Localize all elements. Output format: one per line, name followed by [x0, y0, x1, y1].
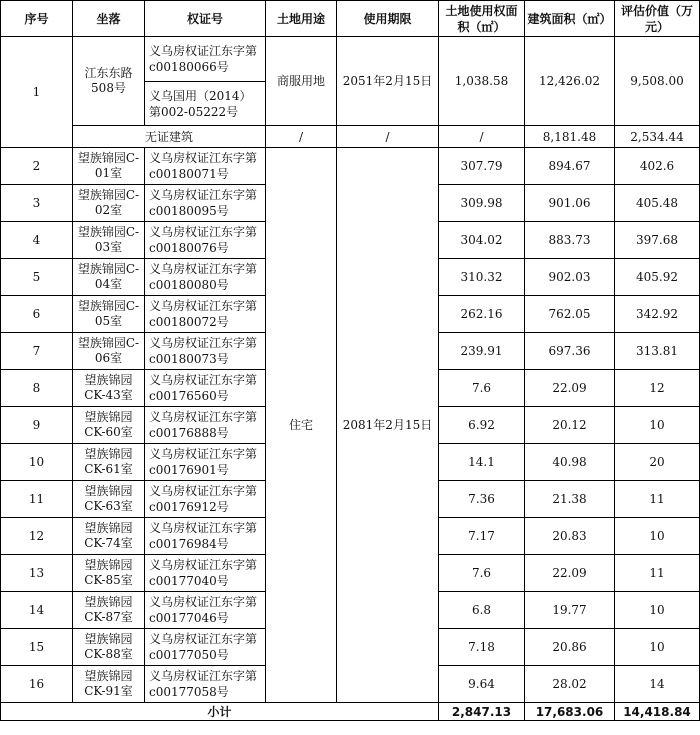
row1-cert-a: 义乌房权证江东字第c00180066号 — [145, 37, 266, 82]
row-land-area: 14.1 — [439, 444, 525, 481]
row-value: 397.68 — [615, 222, 700, 259]
subtotal-land-area: 2,847.13 — [439, 703, 525, 721]
row-seq: 4 — [1, 222, 73, 259]
row-land-area: 6.8 — [439, 592, 525, 629]
row-location: 望族锦园C-04室 — [73, 259, 145, 296]
row-cert: 义乌房权证江东字第c00176888号 — [145, 407, 266, 444]
table-row — [1, 37, 700, 82]
row-value: 11 — [615, 555, 700, 592]
row1b-building-area: 8,181.48 — [525, 126, 615, 148]
row-land-area: 304.02 — [439, 222, 525, 259]
row-land-area: 309.98 — [439, 185, 525, 222]
row-seq: 7 — [1, 333, 73, 370]
row-value: 405.48 — [615, 185, 700, 222]
row-value: 14 — [615, 666, 700, 703]
header-seq: 序号 — [1, 1, 73, 37]
row1b-label: 无证建筑 — [73, 126, 266, 148]
row-value: 20 — [615, 444, 700, 481]
row-building-area: 894.67 — [525, 148, 615, 185]
row1-cert-b: 义乌国用（2014）第002-05222号 — [145, 82, 266, 126]
header-building-area: 建筑面积（㎡） — [525, 1, 615, 37]
row-building-area: 697.36 — [525, 333, 615, 370]
row-location: 望族锦园C-05室 — [73, 296, 145, 333]
row1b-term: / — [337, 126, 439, 148]
row1-building-area: 12,426.02 — [525, 37, 615, 126]
row-cert: 义乌房权证江东字第c00176901号 — [145, 444, 266, 481]
row-seq: 16 — [1, 666, 73, 703]
shared-land-use: 住宅 — [266, 148, 337, 703]
row-value: 405.92 — [615, 259, 700, 296]
row1-seq: 1 — [1, 37, 73, 148]
row-cert: 义乌房权证江东字第c00180080号 — [145, 259, 266, 296]
row-seq: 9 — [1, 407, 73, 444]
header-row — [1, 1, 700, 37]
row-location: 望族锦园CK-43室 — [73, 370, 145, 407]
row-seq: 3 — [1, 185, 73, 222]
row-cert: 义乌房权证江东字第c00177058号 — [145, 666, 266, 703]
row-land-area: 7.18 — [439, 629, 525, 666]
row-seq: 12 — [1, 518, 73, 555]
row-location: 望族锦园CK-63室 — [73, 481, 145, 518]
header-term: 使用期限 — [337, 1, 439, 37]
header-cert: 权证号 — [145, 1, 266, 37]
row-seq: 6 — [1, 296, 73, 333]
row-cert: 义乌房权证江东字第c00176912号 — [145, 481, 266, 518]
row-cert: 义乌房权证江东字第c00180073号 — [145, 333, 266, 370]
row-land-area: 310.32 — [439, 259, 525, 296]
row-seq: 8 — [1, 370, 73, 407]
row-cert: 义乌房权证江东字第c00180095号 — [145, 185, 266, 222]
row1b-land-use: / — [266, 126, 337, 148]
row1b-land-area: / — [439, 126, 525, 148]
row-location: 望族锦园C-01室 — [73, 148, 145, 185]
row-land-area: 7.17 — [439, 518, 525, 555]
row-value: 10 — [615, 592, 700, 629]
subtotal-value: 14,418.84 — [615, 703, 700, 721]
row-cert: 义乌房权证江东字第c00180071号 — [145, 148, 266, 185]
row-building-area: 21.38 — [525, 481, 615, 518]
row-building-area: 22.09 — [525, 555, 615, 592]
row-building-area: 883.73 — [525, 222, 615, 259]
row-location: 望族锦园CK-87室 — [73, 592, 145, 629]
subtotal-building-area: 17,683.06 — [525, 703, 615, 721]
row1-value: 9,508.00 — [615, 37, 700, 126]
row-building-area: 28.02 — [525, 666, 615, 703]
row-land-area: 7.6 — [439, 555, 525, 592]
row-cert: 义乌房权证江东字第c00177046号 — [145, 592, 266, 629]
row-seq: 11 — [1, 481, 73, 518]
header-location: 坐落 — [73, 1, 145, 37]
row-cert: 义乌房权证江东字第c00180076号 — [145, 222, 266, 259]
row1-term: 2051年2月15日 — [337, 37, 439, 126]
row-building-area: 19.77 — [525, 592, 615, 629]
row-building-area: 40.98 — [525, 444, 615, 481]
row-value: 342.92 — [615, 296, 700, 333]
row-value: 10 — [615, 407, 700, 444]
row-building-area: 20.86 — [525, 629, 615, 666]
header-land-use: 土地用途 — [266, 1, 337, 37]
shared-term: 2081年2月15日 — [337, 148, 439, 703]
row-value: 11 — [615, 481, 700, 518]
row-value: 313.81 — [615, 333, 700, 370]
row-cert: 义乌房权证江东字第c00180072号 — [145, 296, 266, 333]
row-cert: 义乌房权证江东字第c00177040号 — [145, 555, 266, 592]
row-land-area: 307.79 — [439, 148, 525, 185]
row-location: 望族锦园C-06室 — [73, 333, 145, 370]
row-land-area: 6.92 — [439, 407, 525, 444]
row-land-area: 262.16 — [439, 296, 525, 333]
row-value: 12 — [615, 370, 700, 407]
row-land-area: 9.64 — [439, 666, 525, 703]
row-seq: 5 — [1, 259, 73, 296]
row-location: 望族锦园CK-85室 — [73, 555, 145, 592]
row-seq: 15 — [1, 629, 73, 666]
row-seq: 13 — [1, 555, 73, 592]
row-building-area: 20.83 — [525, 518, 615, 555]
row-land-area: 239.91 — [439, 333, 525, 370]
row1-land-use: 商服用地 — [266, 37, 337, 126]
row-cert: 义乌房权证江东字第c00176560号 — [145, 370, 266, 407]
row-location: 望族锦园CK-88室 — [73, 629, 145, 666]
row-location: 望族锦园C-03室 — [73, 222, 145, 259]
row-location: 望族锦园C-02室 — [73, 185, 145, 222]
row-building-area: 762.05 — [525, 296, 615, 333]
header-land-area: 土地使用权面积（㎡） — [439, 1, 525, 37]
row1b-value: 2,534.44 — [615, 126, 700, 148]
row-value: 10 — [615, 629, 700, 666]
row-cert: 义乌房权证江东字第c00177050号 — [145, 629, 266, 666]
row-building-area: 901.06 — [525, 185, 615, 222]
row1-location: 江东东路508号 — [73, 37, 145, 126]
row-location: 望族锦园CK-60室 — [73, 407, 145, 444]
table-row — [1, 126, 700, 148]
row-location: 望族锦园CK-74室 — [73, 518, 145, 555]
row-land-area: 7.6 — [439, 370, 525, 407]
row-building-area: 20.12 — [525, 407, 615, 444]
header-value: 评估价值（万元） — [615, 1, 700, 37]
row-location: 望族锦园CK-61室 — [73, 444, 145, 481]
table-row — [1, 148, 700, 185]
row-seq: 14 — [1, 592, 73, 629]
row-land-area: 7.36 — [439, 481, 525, 518]
row-seq: 10 — [1, 444, 73, 481]
row-value: 10 — [615, 518, 700, 555]
subtotal-row — [1, 703, 700, 721]
row1-land-area: 1,038.58 — [439, 37, 525, 126]
row-building-area: 902.03 — [525, 259, 615, 296]
row-cert: 义乌房权证江东字第c00176984号 — [145, 518, 266, 555]
row-value: 402.6 — [615, 148, 700, 185]
row-seq: 2 — [1, 148, 73, 185]
subtotal-label: 小计 — [1, 703, 439, 721]
row-building-area: 22.09 — [525, 370, 615, 407]
row-location: 望族锦园CK-91室 — [73, 666, 145, 703]
